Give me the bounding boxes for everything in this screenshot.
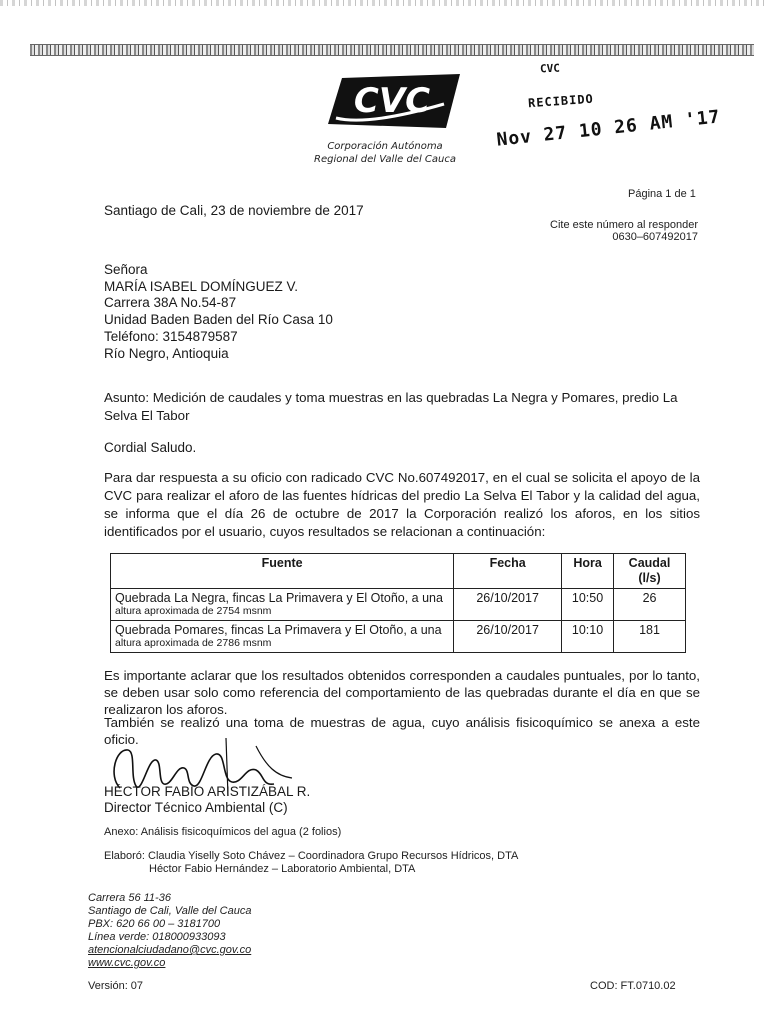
- subject: Asunto: Medición de caudales y toma muestras en las quebradas La Negra y Pomares, predio La Selva El Tabor: [104, 390, 678, 423]
- table-header-row: [111, 554, 686, 589]
- samples-paragraph: También se realizó una toma de muestras de agua, cuyo análisis fisicoquímico se anexa a este oficio.: [104, 715, 700, 747]
- footer-address: Carrera 56 11-36: [88, 892, 171, 904]
- recipient-phone: Teléfono: 3154879587: [104, 328, 238, 344]
- header-time: Hora: [562, 554, 614, 589]
- intro-paragraph: Para dar respuesta a su oficio con radicado CVC No.607492017, en el cual se solicita el apoyo de la CVC para realizar el aforo de las fuentes hídricas del predio La Selva El Tabor y la calidad del agua, se informa que el día 26 de octubre de 2017 la Corporación realizó los aforos, en los sitios identificados por el usuario, cuyos resultados se relacionan a continuación:: [104, 470, 700, 539]
- source-sub: altura aproximada de 2786 msnm: [115, 637, 272, 649]
- org-name-line1: Corporación Autónoma: [327, 141, 443, 152]
- source-main: Quebrada La Negra, fincas La Primavera y El Otoño, a una: [115, 591, 443, 605]
- scan-noise-bar: [30, 44, 754, 56]
- org-name-line2: Regional del Valle del Cauca: [314, 154, 456, 165]
- cell-time: 10:10: [562, 621, 614, 653]
- prepared-line1: Elaboró: Claudia Yiselly Soto Chávez – Coordinadora Grupo Recursos Hídricos, DTA: [104, 850, 519, 862]
- cite-label: Cite este número al responder: [550, 219, 698, 231]
- footer-green-line: Línea verde: 018000933093: [88, 931, 226, 943]
- header-source: Fuente: [111, 554, 454, 589]
- prepared-line2: Héctor Fabio Hernández – Laboratorio Ambiental, DTA: [149, 863, 416, 875]
- cite-block: [550, 219, 698, 243]
- recipient-block: [104, 262, 333, 362]
- footer-email-link[interactable]: atencionalciudadano@cvc.gov.co: [88, 944, 252, 956]
- cell-date: 26/10/2017: [454, 589, 562, 621]
- stamp-received: RECIBIDO: [527, 91, 595, 111]
- cell-date: 26/10/2017: [454, 621, 562, 653]
- signer-name: HÉCTOR FABIO ARISTIZÁBAL R.: [104, 784, 311, 799]
- clarification-paragraph: Es importante aclarar que los resultados obtenidos corresponden a caudales puntuales, por lo tanto, se deben usar solo como referencia del comportamiento de las quebradas durante el día en que se realizaron los aforos.: [104, 668, 700, 717]
- table-row: [111, 589, 686, 621]
- header-date: Fecha: [454, 554, 562, 589]
- logo-text: CVC: [353, 81, 431, 121]
- cell-source: [111, 589, 454, 621]
- cell-source: [111, 621, 454, 653]
- recipient-city: Río Negro, Antioquia: [104, 345, 229, 361]
- stamp-org: CVC: [539, 61, 561, 76]
- cell-flow: 181: [614, 621, 686, 653]
- recipient-salutation: Señora: [104, 262, 148, 277]
- prepared-by: [104, 850, 518, 876]
- source-main: Quebrada Pomares, fincas La Primavera y El Otoño, a una: [115, 623, 442, 637]
- table-row: [111, 621, 686, 653]
- results-table: [110, 553, 686, 653]
- cvc-logo: [328, 74, 460, 128]
- source-sub: altura aproximada de 2754 msnm: [115, 605, 272, 617]
- page-number: Página 1 de 1: [628, 188, 696, 200]
- header-flow: Caudal (l/s): [614, 554, 686, 589]
- recipient-address1: Carrera 38A No.54-87: [104, 295, 237, 311]
- footer-website-link[interactable]: www.cvc.gov.co: [88, 957, 166, 969]
- greeting: Cordial Saludo.: [104, 440, 197, 455]
- recipient-address2: Unidad Baden Baden del Río Casa 10: [104, 312, 333, 328]
- footer-version: Versión: 07: [88, 980, 144, 992]
- footer-city: Santiago de Cali, Valle del Cauca: [88, 905, 252, 917]
- stamp-datetime: Nov 27 10 26 AM '17: [495, 106, 722, 151]
- footer-code: COD: FT.0710.02: [590, 980, 676, 992]
- cell-time: 10:50: [562, 589, 614, 621]
- recipient-name: MARÍA ISABEL DOMÍNGUEZ V.: [104, 278, 299, 294]
- signer-title: Director Técnico Ambiental (C): [104, 800, 288, 815]
- cite-number: 0630–607492017: [612, 231, 698, 243]
- org-name: [300, 140, 470, 166]
- cell-flow: 26: [614, 589, 686, 621]
- place-date: Santiago de Cali, 23 de noviembre de 2017: [104, 203, 364, 218]
- footer-pbx: PBX: 620 66 00 – 3181700: [88, 918, 221, 930]
- annex-note: Anexo: Análisis fisicoquímicos del agua (2 folios): [104, 826, 342, 838]
- footer-contact: [88, 892, 251, 970]
- signer-block: [104, 784, 310, 816]
- scan-edge-top: [0, 0, 768, 6]
